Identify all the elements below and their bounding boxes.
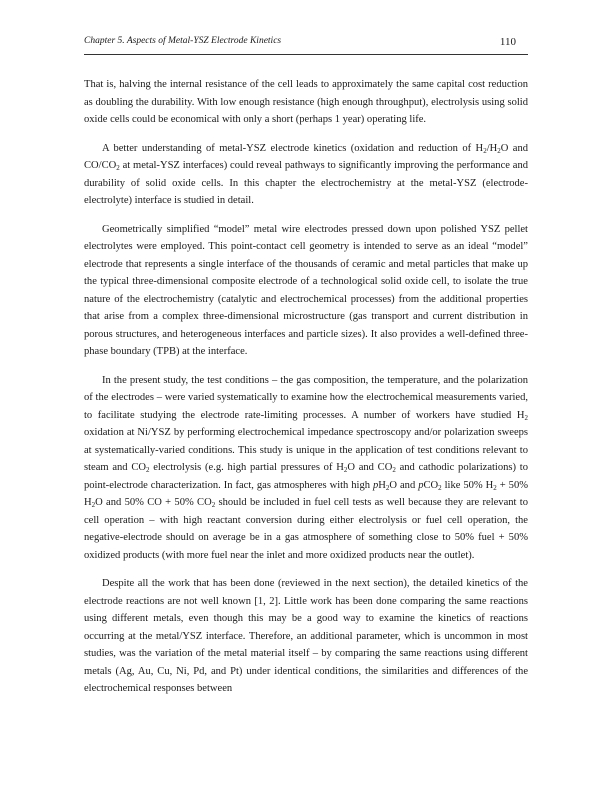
paragraph-4: In the present study, the test conditions – the gas composition, the temperature, and the polarization of the electrodes – were varied systematically to examine how the electrochemical measurements varied, to facilitate studying the electrode rate-limiting processes. A number of workers have studied $H_2$ oxidation at Ni/YSZ by performing electrochemical impedance spectroscopy and/or polarization sweeps at systematically-varied conditions. This study is unique in the application of test conditions relevant to steam and $CO_2$ electrolysis (e.g. high partial pressures of $H_2O$ and $CO_2$ and cathodic polarizations) to point-electrode characterization. In fact, gas atmospheres with high $pH_2O$ and pCO$_2$ like 50% $H_2 + 50\%$ $H_2O$ and 50% CO + 50% $CO_2$ should be included in fuel cell tests as well because they are relevant to cell operation – with high reactant conversion during either electrolysis or fuel cell operation, the negative-electrode should on average be in a gas atmosphere of something close to 50% fuel + 50% oxidized products (with more fuel near the inlet and more oxidized products near the outlet). bbox=[84, 374, 528, 561]
body-text bbox=[84, 76, 528, 709]
chapter-title: Chapter 5. Aspects of Metal-YSZ Electrode Kinetics bbox=[84, 36, 282, 46]
running-header bbox=[84, 36, 528, 52]
paragraph-2: A better understanding of metal-YSZ electrode kinetics (oxidation and reduction of $H_2/H_2O$ and $CO/CO_2$ at metal-YSZ interfaces) could reveal pathways to significantly improving the performance and durability of solid oxide cells. In this chapter the electrochemistry at the metal-YSZ (electrode-electrolyte) interface is studied in detail. bbox=[84, 142, 529, 206]
paragraph-1: That is, halving the internal resistance of the cell leads to approximately the same capital cost reduction as doubling the durability. With low enough resistance (high enough throughput), electrolysis using solid oxide cells could be economical with only a short (perhaps 1 year) operating life. bbox=[84, 79, 528, 125]
header-rule bbox=[84, 54, 528, 55]
paragraph-3: Geometrically simplified “model” metal wire electrodes pressed down upon polished YSZ pellet electrolytes were employed. This point-contact cell geometry is intended to serve as an ideal “model” electrode that represents a single interface of the thousands of ceramic and metal particles that make up the typical three-dimensional composite electrode of a technological solid oxide cell, to isolate the true nature of the electrochemistry (catalytic and electrochemical processes) from the additional properties that arise from a complex three-dimensional microstructure (gas transport and current distribution in porous structures, and heterogeneous interfaces and particle sizes). It also provides a well-defined three-phase boundary (TPB) at the interface. bbox=[84, 223, 528, 357]
page-number: 110 bbox=[499, 36, 516, 48]
paragraph-5: Despite all the work that has been done (reviewed in the next section), the detailed kinetics of the electrode reactions are not well known [1, 2]. Little work has been done comparing the same reactions using different metals, even though this may be a good way to examine the kinetics of reactions occurring at the metal/YSZ interface. Therefore, an additional parameter, which is uncommon in most studies, was the variation of the metal material itself – by comparing the same reactions using different metals (Ag, Au, Cu, Ni, Pd, and Pt) under identical conditions, the similarities and differences of the electrochemical responses between bbox=[84, 578, 528, 694]
